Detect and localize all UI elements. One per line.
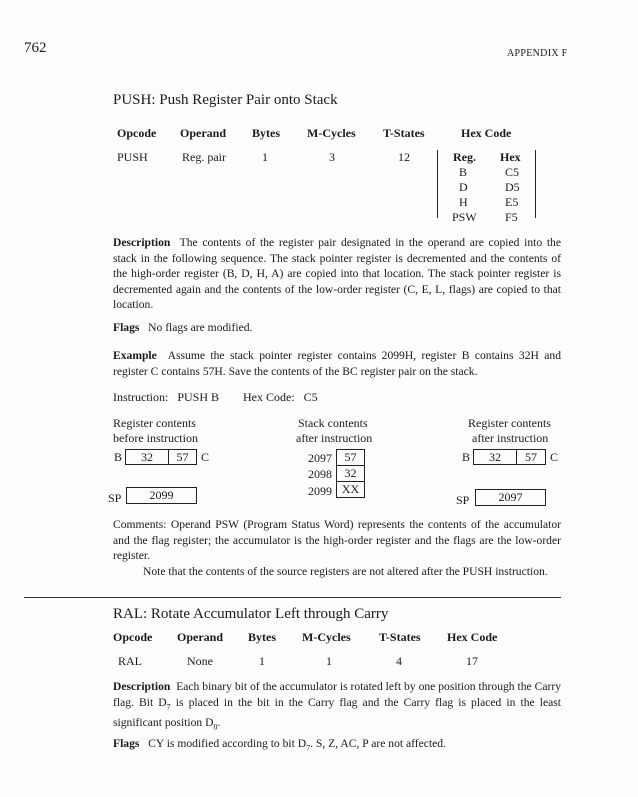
reg-b-label: B <box>462 450 471 464</box>
hex-reg: B <box>459 165 468 179</box>
stack-cell: XX <box>336 481 365 498</box>
hex-col-hex: Hex <box>500 150 521 164</box>
hex-reg: D <box>459 180 468 194</box>
hex-val: C5 <box>505 165 520 179</box>
col-opcode: Opcode <box>117 126 157 140</box>
col-operand: Operand <box>177 630 224 644</box>
sp-label: SP <box>108 491 122 505</box>
cell-tstates: 4 <box>396 654 402 668</box>
sp-label: SP <box>456 493 470 507</box>
col-bytes: Bytes <box>252 126 280 140</box>
col-bytes: Bytes <box>248 630 276 644</box>
section-divider <box>24 597 561 598</box>
stack-caption: after instruction <box>296 431 373 445</box>
before-caption: before instruction <box>113 431 198 445</box>
reg-b-box: 32 <box>125 449 169 465</box>
col-mcycles: M-Cycles <box>307 126 356 140</box>
push-description <box>113 235 561 313</box>
push-note: Note that the contents of the source registers are not altered after the PUSH instruction. <box>143 565 548 578</box>
col-tstates: T-States <box>379 630 421 644</box>
col-tstates: T-States <box>383 126 425 140</box>
col-opcode: Opcode <box>113 630 153 644</box>
col-hexcode: Hex Code <box>461 126 512 140</box>
hex-reg: H <box>459 195 468 209</box>
col-mcycles: M-Cycles <box>302 630 351 644</box>
description-label: Description <box>113 680 171 693</box>
hex-table-right-rule <box>535 150 536 218</box>
stack-addr: 2098 <box>308 467 332 481</box>
push-comments: Comments: Operand PSW (Program Status Word) represents the contents of the accumulator and the flag register; the accumulator is the high-order register and the flags are the low-order register. <box>113 518 561 563</box>
push-example <box>113 348 561 379</box>
ral-flags <box>113 736 561 756</box>
running-header: APPENDIX F <box>507 48 568 59</box>
sp-box: 2097 <box>475 489 546 506</box>
after-caption: Register contents <box>468 416 551 430</box>
cell-hex: 17 <box>466 654 478 668</box>
flags-text: No flags are modified. <box>148 321 253 334</box>
stack-cell: 57 <box>336 449 365 466</box>
reg-c-box: 57 <box>168 449 197 465</box>
after-caption: after instruction <box>472 431 549 445</box>
page-number: 762 <box>24 40 47 56</box>
ral-title: RAL: Rotate Accumulator Left through Carry <box>113 606 389 622</box>
flags-label: Flags <box>113 737 140 750</box>
cell-tstates: 12 <box>398 150 410 164</box>
stack-addr: 2097 <box>308 451 332 465</box>
hex-reg: PSW <box>452 210 477 224</box>
description-label: Description <box>113 236 171 249</box>
flags-text: CY is modified according to bit $D_7$. S, Z, AC, P are not affected. <box>148 737 446 753</box>
cell-mcycles: 3 <box>329 150 335 164</box>
col-operand: Operand <box>180 126 227 140</box>
reg-b-box: 32 <box>473 449 517 465</box>
ral-description <box>113 679 561 734</box>
reg-c-label: C <box>550 450 559 464</box>
push-flags <box>113 320 561 336</box>
hex-val: E5 <box>505 195 519 209</box>
cell-opcode: PUSH <box>117 150 148 164</box>
hex-val: F5 <box>505 210 518 224</box>
hex-val: D5 <box>505 180 520 194</box>
cell-bytes: 1 <box>259 654 265 668</box>
flags-label: Flags <box>113 321 140 334</box>
reg-c-box: 57 <box>516 449 546 465</box>
instruction-line: Instruction: PUSH B Hex Code: C5 <box>113 390 318 404</box>
cell-mcycles: 1 <box>326 654 332 668</box>
cell-opcode: RAL <box>118 654 142 668</box>
reg-b-label: B <box>114 450 123 464</box>
example-text: Assume the stack pointer register contains 2099H, register B contains 32H and register C contains 57H. Save the contents of the BC register pair on the stack. <box>113 349 562 378</box>
before-caption: Register contents <box>113 416 196 430</box>
stack-addr: 2099 <box>308 484 332 498</box>
col-hexcode: Hex Code <box>447 630 498 644</box>
description-text: The contents of the register pair designated in the operand are copied into the stack in the following sequence. The stack pointer register is decremented and the contents of the high-order register (B, D, H, A) are copied into that location. The stack pointer register is decremented again and the contents of the low-order register (C, E, L, flags) are copied to that location. <box>113 236 562 312</box>
example-label: Example <box>113 349 157 362</box>
description-text: Each binary bit of the accumulator is rotated left by one position through the Carry flag. Bit $D_7$ is placed in the bit in the Carry flag and the Carry flag is placed in the least significant position $D_0$. <box>113 680 562 731</box>
cell-operand: Reg. pair <box>182 150 226 164</box>
stack-caption: Stack contents <box>298 416 368 430</box>
reg-c-label: C <box>201 450 210 464</box>
stack-cell: 32 <box>336 465 365 482</box>
push-title: PUSH: Push Register Pair onto Stack <box>113 92 338 108</box>
sp-box: 2099 <box>126 487 197 504</box>
hex-col-reg: Reg. <box>453 150 476 164</box>
hex-table-left-rule <box>437 150 438 218</box>
cell-bytes: 1 <box>262 150 268 164</box>
cell-operand: None <box>187 654 213 668</box>
